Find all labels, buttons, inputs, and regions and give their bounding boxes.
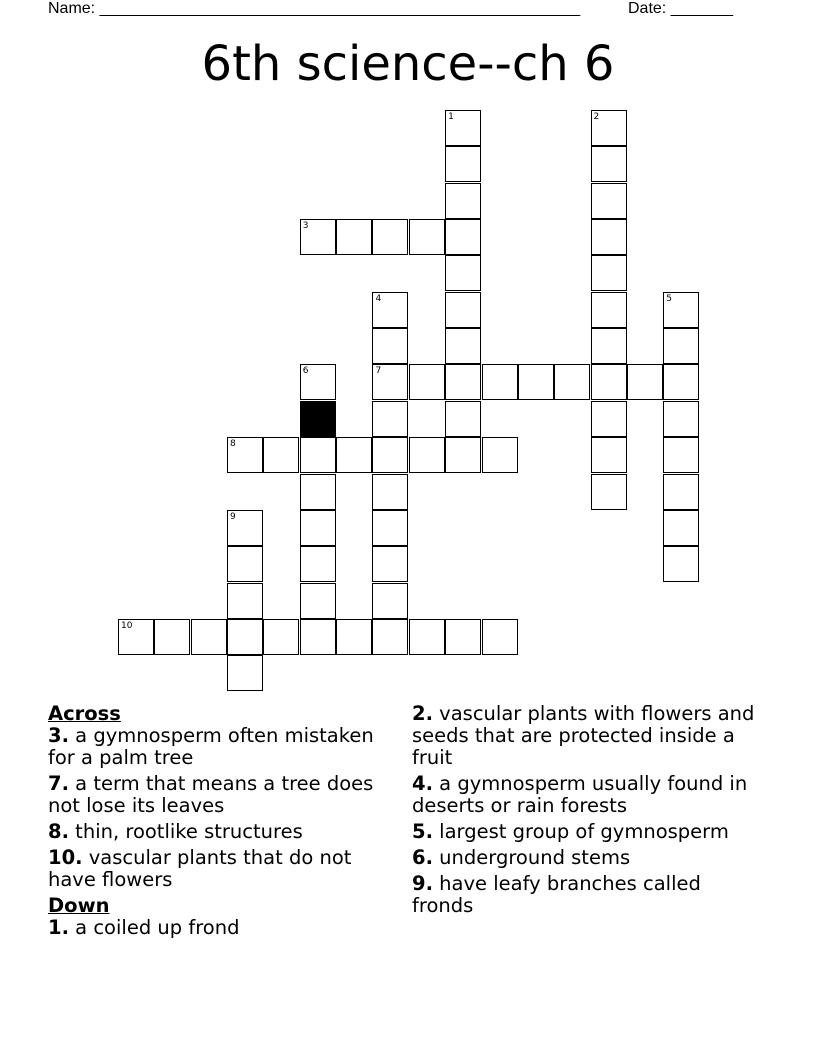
name-field-label: Name: ______________________________________________________ — [48, 0, 581, 17]
clues-left-column — [48, 703, 388, 943]
grid-cell[interactable] — [372, 546, 408, 582]
grid-cell[interactable] — [445, 328, 481, 364]
across-heading: Across — [48, 702, 121, 725]
clue-number: 5 — [666, 293, 672, 304]
grid-cell[interactable] — [663, 292, 699, 328]
grid-cell[interactable] — [300, 583, 336, 619]
clue-item-number: 8. — [48, 820, 69, 843]
down-clue-list — [48, 917, 388, 939]
grid-cell[interactable] — [591, 146, 627, 182]
clue-item-text: thin, rootlike structures — [68, 820, 303, 843]
grid-cell[interactable] — [263, 619, 299, 655]
grid-cell[interactable] — [227, 546, 263, 582]
grid-cell[interactable] — [445, 437, 481, 473]
clue-item — [48, 847, 388, 891]
clue-item-text: a gymnosperm usually found in deserts or rain forests — [412, 772, 748, 817]
grid-cell[interactable] — [118, 619, 154, 655]
grid-cell[interactable] — [300, 364, 336, 400]
clue-item — [412, 703, 762, 769]
clue-number: 10 — [121, 620, 133, 631]
grid-cell[interactable] — [227, 655, 263, 691]
grid-cell[interactable] — [445, 255, 481, 291]
grid-cell[interactable] — [336, 219, 372, 255]
clue-item-text: a coiled up frond — [68, 916, 240, 939]
clue-number: 1 — [448, 112, 454, 122]
grid-cell[interactable] — [300, 619, 336, 655]
grid-cell[interactable] — [663, 510, 699, 546]
grid-cell[interactable] — [482, 619, 518, 655]
grid-cell[interactable] — [372, 292, 408, 328]
grid-cell[interactable] — [372, 619, 408, 655]
grid-cell[interactable] — [300, 510, 336, 546]
grid-cell[interactable] — [445, 110, 481, 146]
grid-cell[interactable] — [409, 437, 445, 473]
grid-cell[interactable] — [372, 401, 408, 437]
grid-cell[interactable] — [336, 619, 372, 655]
clue-number: 8 — [230, 439, 236, 450]
grid-cell[interactable] — [591, 292, 627, 328]
clue-item-number: 10. — [48, 846, 83, 869]
grid-cell[interactable] — [336, 437, 372, 473]
clue-item-number: 3. — [48, 724, 69, 747]
grid-cell[interactable] — [372, 437, 408, 473]
grid-block-cell — [300, 401, 336, 437]
clue-number: 6 — [302, 366, 309, 377]
clue-item — [48, 821, 388, 843]
clue-number: 2 — [593, 112, 600, 122]
grid-cell[interactable] — [663, 546, 699, 582]
down-clue-list-continued — [412, 703, 762, 917]
grid-cell[interactable] — [300, 219, 336, 255]
puzzle-title: 6th science--ch 6 — [201, 36, 615, 92]
grid-cell[interactable] — [263, 437, 299, 473]
clue-item — [48, 725, 388, 769]
grid-cell[interactable] — [663, 364, 699, 400]
clue-item-text: a gymnosperm often mistaken for a palm tree — [48, 724, 374, 769]
clue-item — [412, 873, 762, 917]
clue-item — [412, 821, 762, 843]
grid-cell[interactable] — [482, 437, 518, 473]
grid-cell[interactable] — [372, 219, 408, 255]
down-heading: Down — [48, 894, 110, 917]
grid-cell[interactable] — [663, 401, 699, 437]
clue-item-number: 7. — [48, 772, 69, 795]
grid-cell[interactable] — [300, 474, 336, 510]
across-clue-list — [48, 725, 388, 891]
grid-cell[interactable] — [409, 619, 445, 655]
grid-cell[interactable] — [445, 619, 481, 655]
grid-cell[interactable] — [591, 255, 627, 291]
grid-cell[interactable] — [591, 437, 627, 473]
date-field-label: Date: _______ — [628, 0, 733, 17]
clue-item — [412, 773, 762, 817]
grid-cell[interactable] — [372, 583, 408, 619]
clue-item-text: vascular plants that do not have flowers — [48, 846, 352, 891]
grid-cell[interactable] — [445, 219, 481, 255]
grid-cell[interactable] — [663, 437, 699, 473]
clue-item-number: 4. — [412, 772, 433, 795]
grid-cell[interactable] — [227, 619, 263, 655]
grid-cell[interactable] — [482, 364, 518, 400]
clue-number: 3 — [302, 221, 309, 232]
clue-number: 4 — [375, 293, 382, 304]
grid-cell[interactable] — [372, 364, 408, 400]
grid-cell[interactable] — [300, 437, 336, 473]
grid-cell[interactable] — [591, 219, 627, 255]
clue-item-number: 6. — [412, 846, 433, 869]
grid-cell[interactable] — [591, 328, 627, 364]
clue-item-text: largest group of gymnosperm — [432, 820, 729, 843]
clue-item-text: vascular plants with flowers and seeds that are protected inside a fruit — [412, 702, 755, 769]
clue-item-number: 1. — [48, 916, 69, 939]
clue-item — [48, 773, 388, 817]
grid-cell[interactable] — [191, 619, 227, 655]
grid-cell[interactable] — [445, 183, 481, 219]
clue-item-number: 9. — [412, 872, 433, 895]
grid-cell[interactable] — [445, 401, 481, 437]
clue-item-text: underground stems — [432, 846, 631, 869]
grid-cell[interactable] — [300, 546, 336, 582]
grid-cell[interactable] — [663, 474, 699, 510]
clue-item-number: 5. — [412, 820, 433, 843]
grid-cell[interactable] — [554, 364, 590, 400]
clue-number: 9 — [230, 511, 236, 522]
grid-cell[interactable] — [445, 292, 481, 328]
grid-cell[interactable] — [409, 364, 445, 400]
grid-cell[interactable] — [591, 183, 627, 219]
clue-item-text: have leafy branches called fronds — [412, 872, 701, 917]
grid-cell[interactable] — [372, 510, 408, 546]
grid-cell[interactable] — [591, 364, 627, 400]
grid-cell[interactable] — [227, 510, 263, 546]
clues-right-column — [412, 703, 762, 921]
clue-item — [412, 847, 762, 869]
grid-cell[interactable] — [591, 401, 627, 437]
grid-cell[interactable] — [154, 619, 190, 655]
grid-cell[interactable] — [518, 364, 554, 400]
grid-cell[interactable] — [409, 219, 445, 255]
clue-item-number: 2. — [412, 702, 433, 725]
clue-item — [48, 917, 388, 939]
grid-cell[interactable] — [591, 474, 627, 510]
clue-item-text: a term that means a tree does not lose its leaves — [48, 772, 374, 817]
grid-cell[interactable] — [372, 474, 408, 510]
grid-cell[interactable] — [663, 328, 699, 364]
grid-cell[interactable] — [627, 364, 663, 400]
grid-cell[interactable] — [372, 328, 408, 364]
clue-number: 7 — [375, 366, 382, 377]
grid-cell[interactable] — [227, 583, 263, 619]
grid-cell[interactable] — [227, 437, 263, 473]
grid-cell[interactable] — [445, 146, 481, 182]
grid-cell[interactable] — [445, 364, 481, 400]
grid-cell[interactable] — [591, 110, 627, 146]
